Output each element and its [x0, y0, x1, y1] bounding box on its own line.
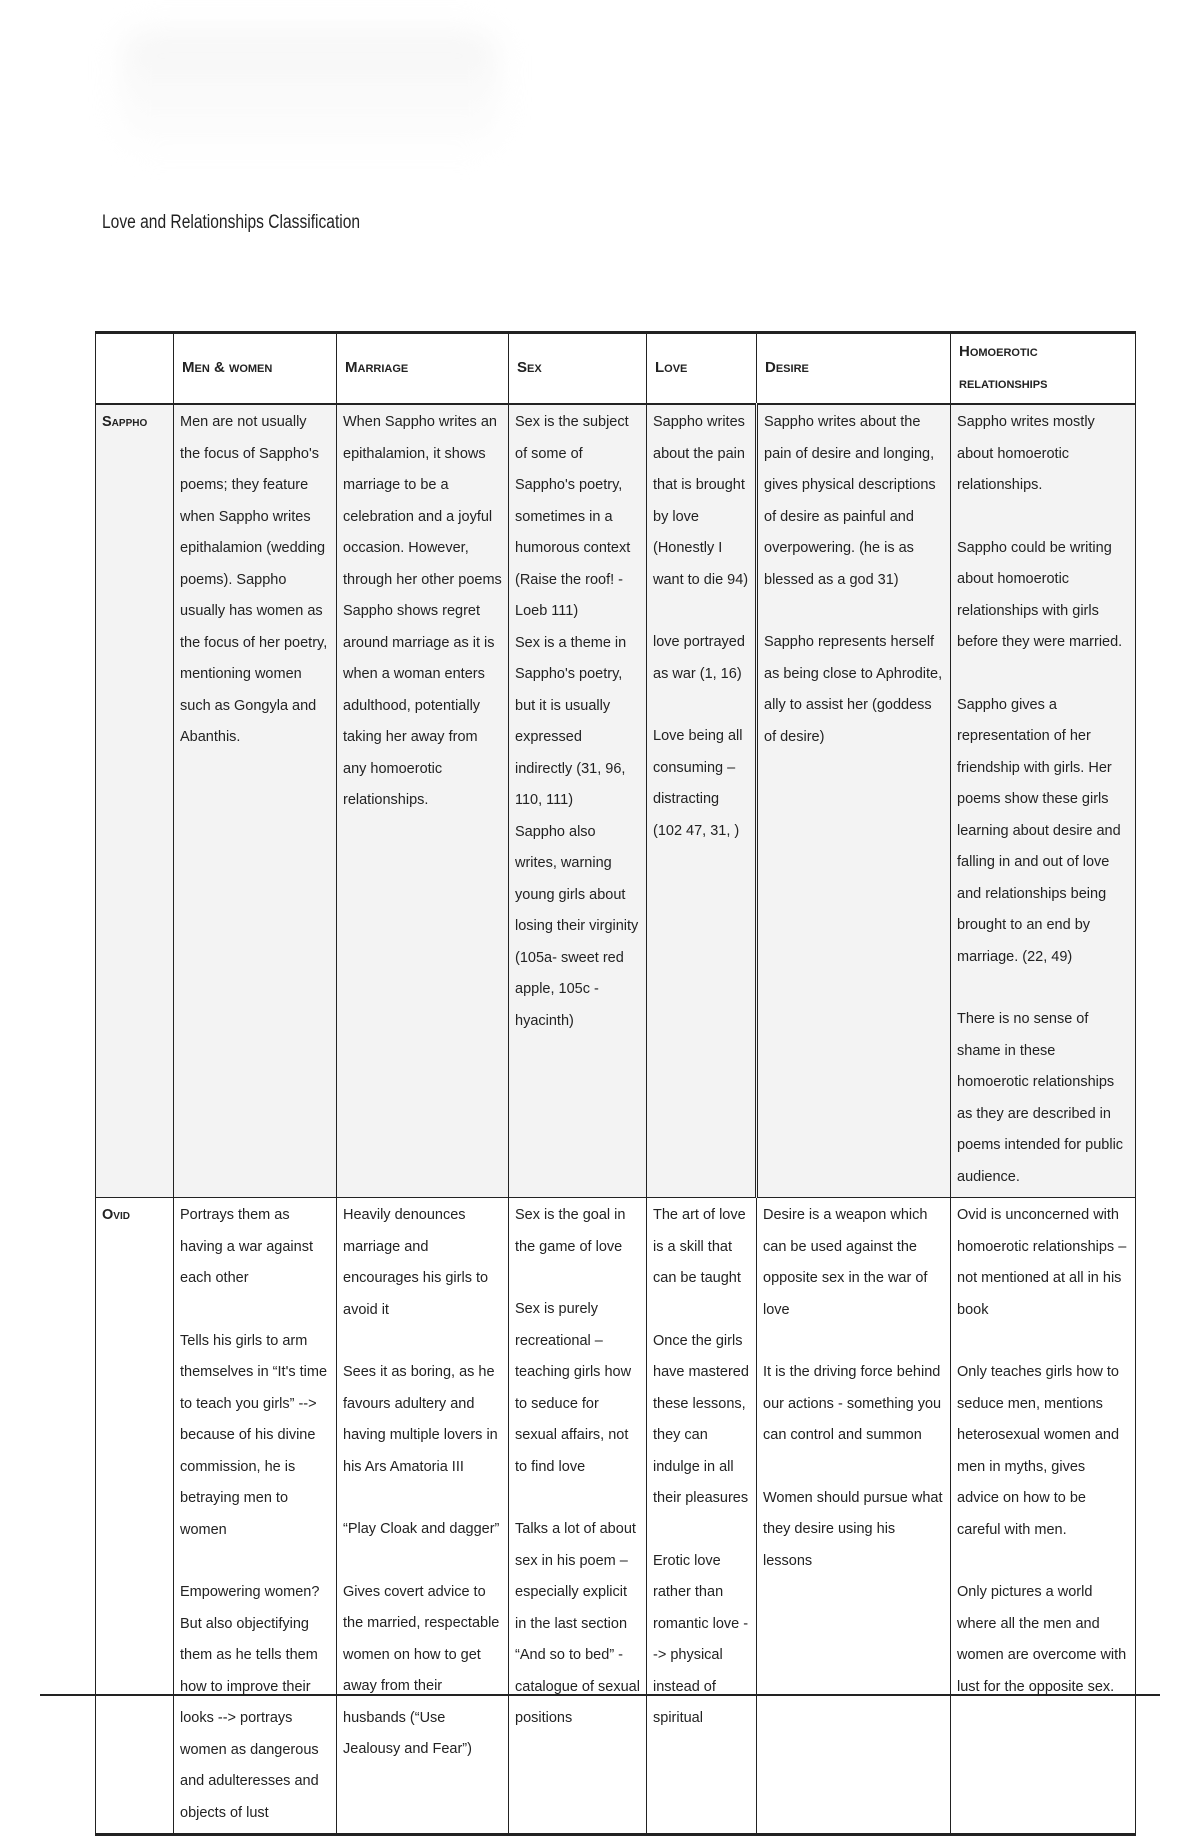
cell-text: Gives covert advice to the married, respectable women on how to get away from their husbands (“Use Jealousy and Fear”) — [343, 1583, 500, 1757]
column-header-homoerotic: Homoerotic relationships — [951, 333, 1136, 405]
cell-text: Sees it as boring, as he favours adultery and having multiple lovers in his Ars Amatoria III — [343, 1364, 498, 1475]
cell-text: Sex is purely recreational – teaching girls how to seduce for sexual affairs, not to find love — [515, 1301, 632, 1475]
cell-text: Empowering women? But also objectifying them as he tells them how to improve their looks --> portrays women as dangerous and adulteresses and objects of lust — [180, 1584, 320, 1821]
cell-sappho-love — [647, 404, 757, 1198]
cell-text: Sex is the goal in the game of love — [515, 1207, 626, 1255]
table-header-row — [96, 333, 1136, 405]
cell-ovid-sex — [509, 1198, 647, 1835]
cell-ovid-men-women — [174, 1198, 337, 1835]
cell-text: Love being all consuming – distracting (102 47, 31, ) — [653, 728, 743, 839]
cell-text: Sappho writes mostly about homoerotic relationships. — [957, 414, 1095, 493]
cell-text: Heavily denounces marriage and encourages his girls to avoid it — [343, 1207, 489, 1318]
table-row-ovid — [96, 1198, 1136, 1835]
cell-text: “Play Cloak and dagger” — [343, 1521, 500, 1537]
cell-sappho-homoerotic — [951, 404, 1136, 1198]
cell-text: When Sappho writes an epithalamion, it shows marriage to be a celebration and a joyful occasion. However, through her other poems Sappho shows regret around marriage as it is when a woman enters adulthood, potentially taking her away from any homoerotic relationships. — [343, 414, 502, 808]
document-title: Love and Relationships Classification — [102, 212, 361, 233]
column-header-sex: Sex — [509, 333, 647, 405]
cell-text: Sappho writes about the pain that is brought by love (Honestly I want to die 94) — [653, 414, 749, 588]
cell-text: Once the girls have mastered these lessons, they can indulge in all their pleasures — [653, 1332, 749, 1506]
cell-ovid-desire — [757, 1198, 951, 1835]
column-header-love: Love — [647, 333, 757, 405]
faded-header-watermark — [120, 30, 500, 150]
cell-text: Sappho writes about the pain of desire and longing, gives physical descriptions of desire as painful and overpowering. (he is as blessed as a god 31) — [764, 414, 936, 588]
cell-text: Only pictures a world where all the men and women are overcome with lust for the opposite sex. — [957, 1584, 1127, 1695]
classification-table — [95, 331, 1136, 1836]
cell-text: Sappho could be writing about homoerotic relationships with girls before they were married. — [957, 539, 1123, 650]
cell-text: There is no sense of shame in these homoerotic relationships as they are described in poems intended for public audience. — [957, 1011, 1124, 1185]
cell-sappho-desire — [757, 404, 951, 1198]
column-header-marriage: Marriage — [337, 333, 509, 405]
cell-text: Men are not usually the focus of Sappho's poems; they feature when Sappho writes epithalamion (wedding poems). Sappho usually has women as the focus of her poetry, mentioning women such as Gongyla and Abanthis. — [180, 414, 328, 745]
column-header-desire: Desire — [757, 333, 951, 405]
cell-text: Talks a lot of about sex in his poem – especially explicit in the last section “And so to bed” - catalogue of sexual positions — [515, 1521, 640, 1726]
cell-text: Sex is a theme in Sappho's poetry, but it is usually expressed indirectly (31, 96, 110, 111) — [515, 634, 627, 808]
page-bottom-rule — [40, 1694, 1160, 1696]
cell-text: Sappho represents herself as being close to Aphrodite, ally to assist her (goddess of desire) — [764, 634, 943, 745]
cell-sappho-men-women — [174, 404, 337, 1198]
row-label-ovid: Ovid — [96, 1198, 174, 1835]
cell-text: Sappho also writes, warning young girls about losing their virginity (105a- sweet red apple, 105c - hyacinth) — [515, 823, 639, 1029]
cell-text: Women should pursue what they desire using his lessons — [763, 1489, 943, 1569]
cell-ovid-marriage — [337, 1198, 509, 1835]
cell-sappho-marriage — [337, 404, 509, 1198]
cell-ovid-love — [647, 1198, 757, 1835]
cell-text: Ovid is unconcerned with homoerotic relationships – not mentioned at all in his book — [957, 1207, 1127, 1318]
cell-text: Erotic love rather than romantic love --> physical instead of spiritual — [653, 1552, 749, 1726]
cell-text: Only teaches girls how to seduce men, mentions heterosexual women and men in myths, gives advice on how to be careful with men. — [957, 1364, 1120, 1538]
cell-text: Desire is a weapon which can be used against the opposite sex in the war of love — [763, 1207, 928, 1318]
column-header-men-women: Men & women — [174, 333, 337, 405]
header-corner-cell — [96, 333, 174, 405]
cell-text: It is the driving force behind our actions - something you can control and summon — [763, 1364, 942, 1443]
cell-text: Portrays them as having a war against each other — [180, 1207, 313, 1286]
cell-text: Sex is the subject of some of Sappho's poetry, sometimes in a humorous context (Raise the roof! -Loeb 111) — [515, 414, 631, 619]
cell-sappho-sex — [509, 404, 647, 1198]
cell-text: The art of love is a skill that can be taught — [653, 1207, 746, 1286]
cell-text: Sappho gives a representation of her friendship with girls. Her poems show these girls learning about desire and falling in and out of love and relationships being brought to an end by marriage. (22, 49) — [957, 696, 1121, 965]
cell-text: Tells his girls to arm themselves in “It's time to teach you girls” --> because of his divine commission, he is betraying men to women — [180, 1332, 328, 1538]
row-label-sappho: Sappho — [96, 404, 174, 1198]
cell-ovid-homoerotic — [951, 1198, 1136, 1835]
table-row-sappho — [96, 404, 1136, 1198]
cell-text: love portrayed as war (1, 16) — [653, 634, 745, 682]
